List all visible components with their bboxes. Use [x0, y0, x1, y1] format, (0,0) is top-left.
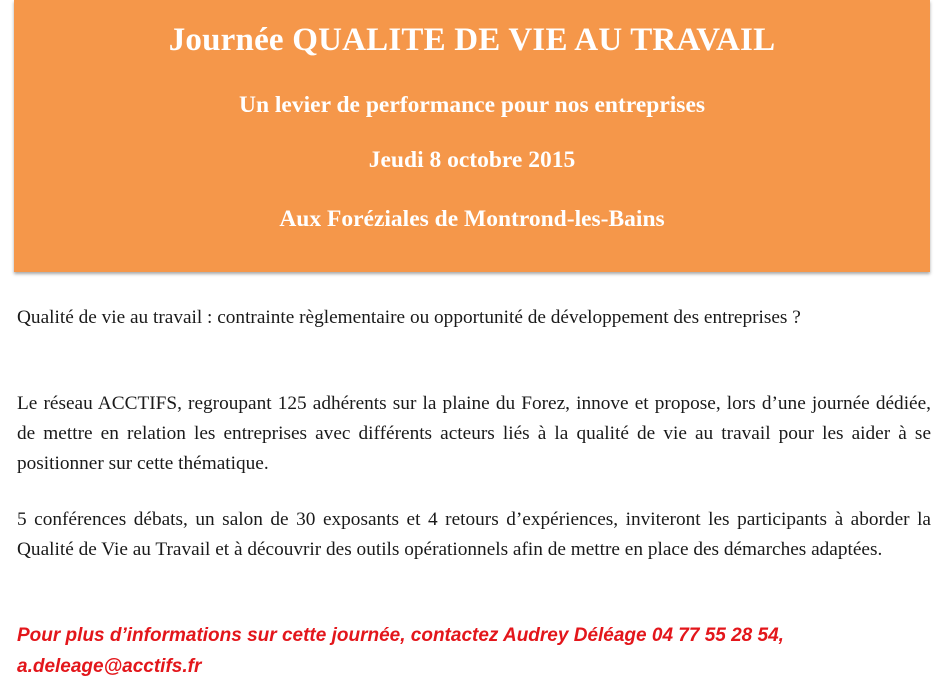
program-paragraph: 5 conférences débats, un salon de 30 exposants et 4 retours d’expériences, inviteront les participants à aborder la Qualité de Vie au Travail et à découvrir des outils opérationnels afin de mettre en place des démarches adaptées. [17, 509, 931, 560]
contact-email-link[interactable]: a.deleage@acctifs.fr [17, 656, 202, 677]
event-subtitle: Un levier de performance pour nos entreprises [238, 92, 706, 118]
event-title: Journée QUALITE DE VIE AU TRAVAIL [168, 22, 776, 58]
contact-info [17, 620, 931, 682]
event-date: Jeudi 8 octobre 2015 [368, 147, 576, 173]
event-banner [14, 0, 930, 272]
event-venue: Aux Foréziales de Montrond-les-Bains [279, 206, 665, 232]
intro-paragraph: Qualité de vie au travail : contrainte règlementaire ou opportunité de développement des entreprises ? [17, 307, 801, 328]
contact-text: Pour plus d’informations sur cette journée, contactez Audrey Déléage 04 77 55 28 54, [17, 625, 784, 646]
network-paragraph: Le réseau ACCTIFS, regroupant 125 adhérents sur la plaine du Forez, innove et propose, lors d’une journée dédiée, de mettre en relation les entreprises avec différents acteurs liés à la qualité de vie au travail pour les aider à se positionner sur cette thématique. [17, 393, 931, 474]
